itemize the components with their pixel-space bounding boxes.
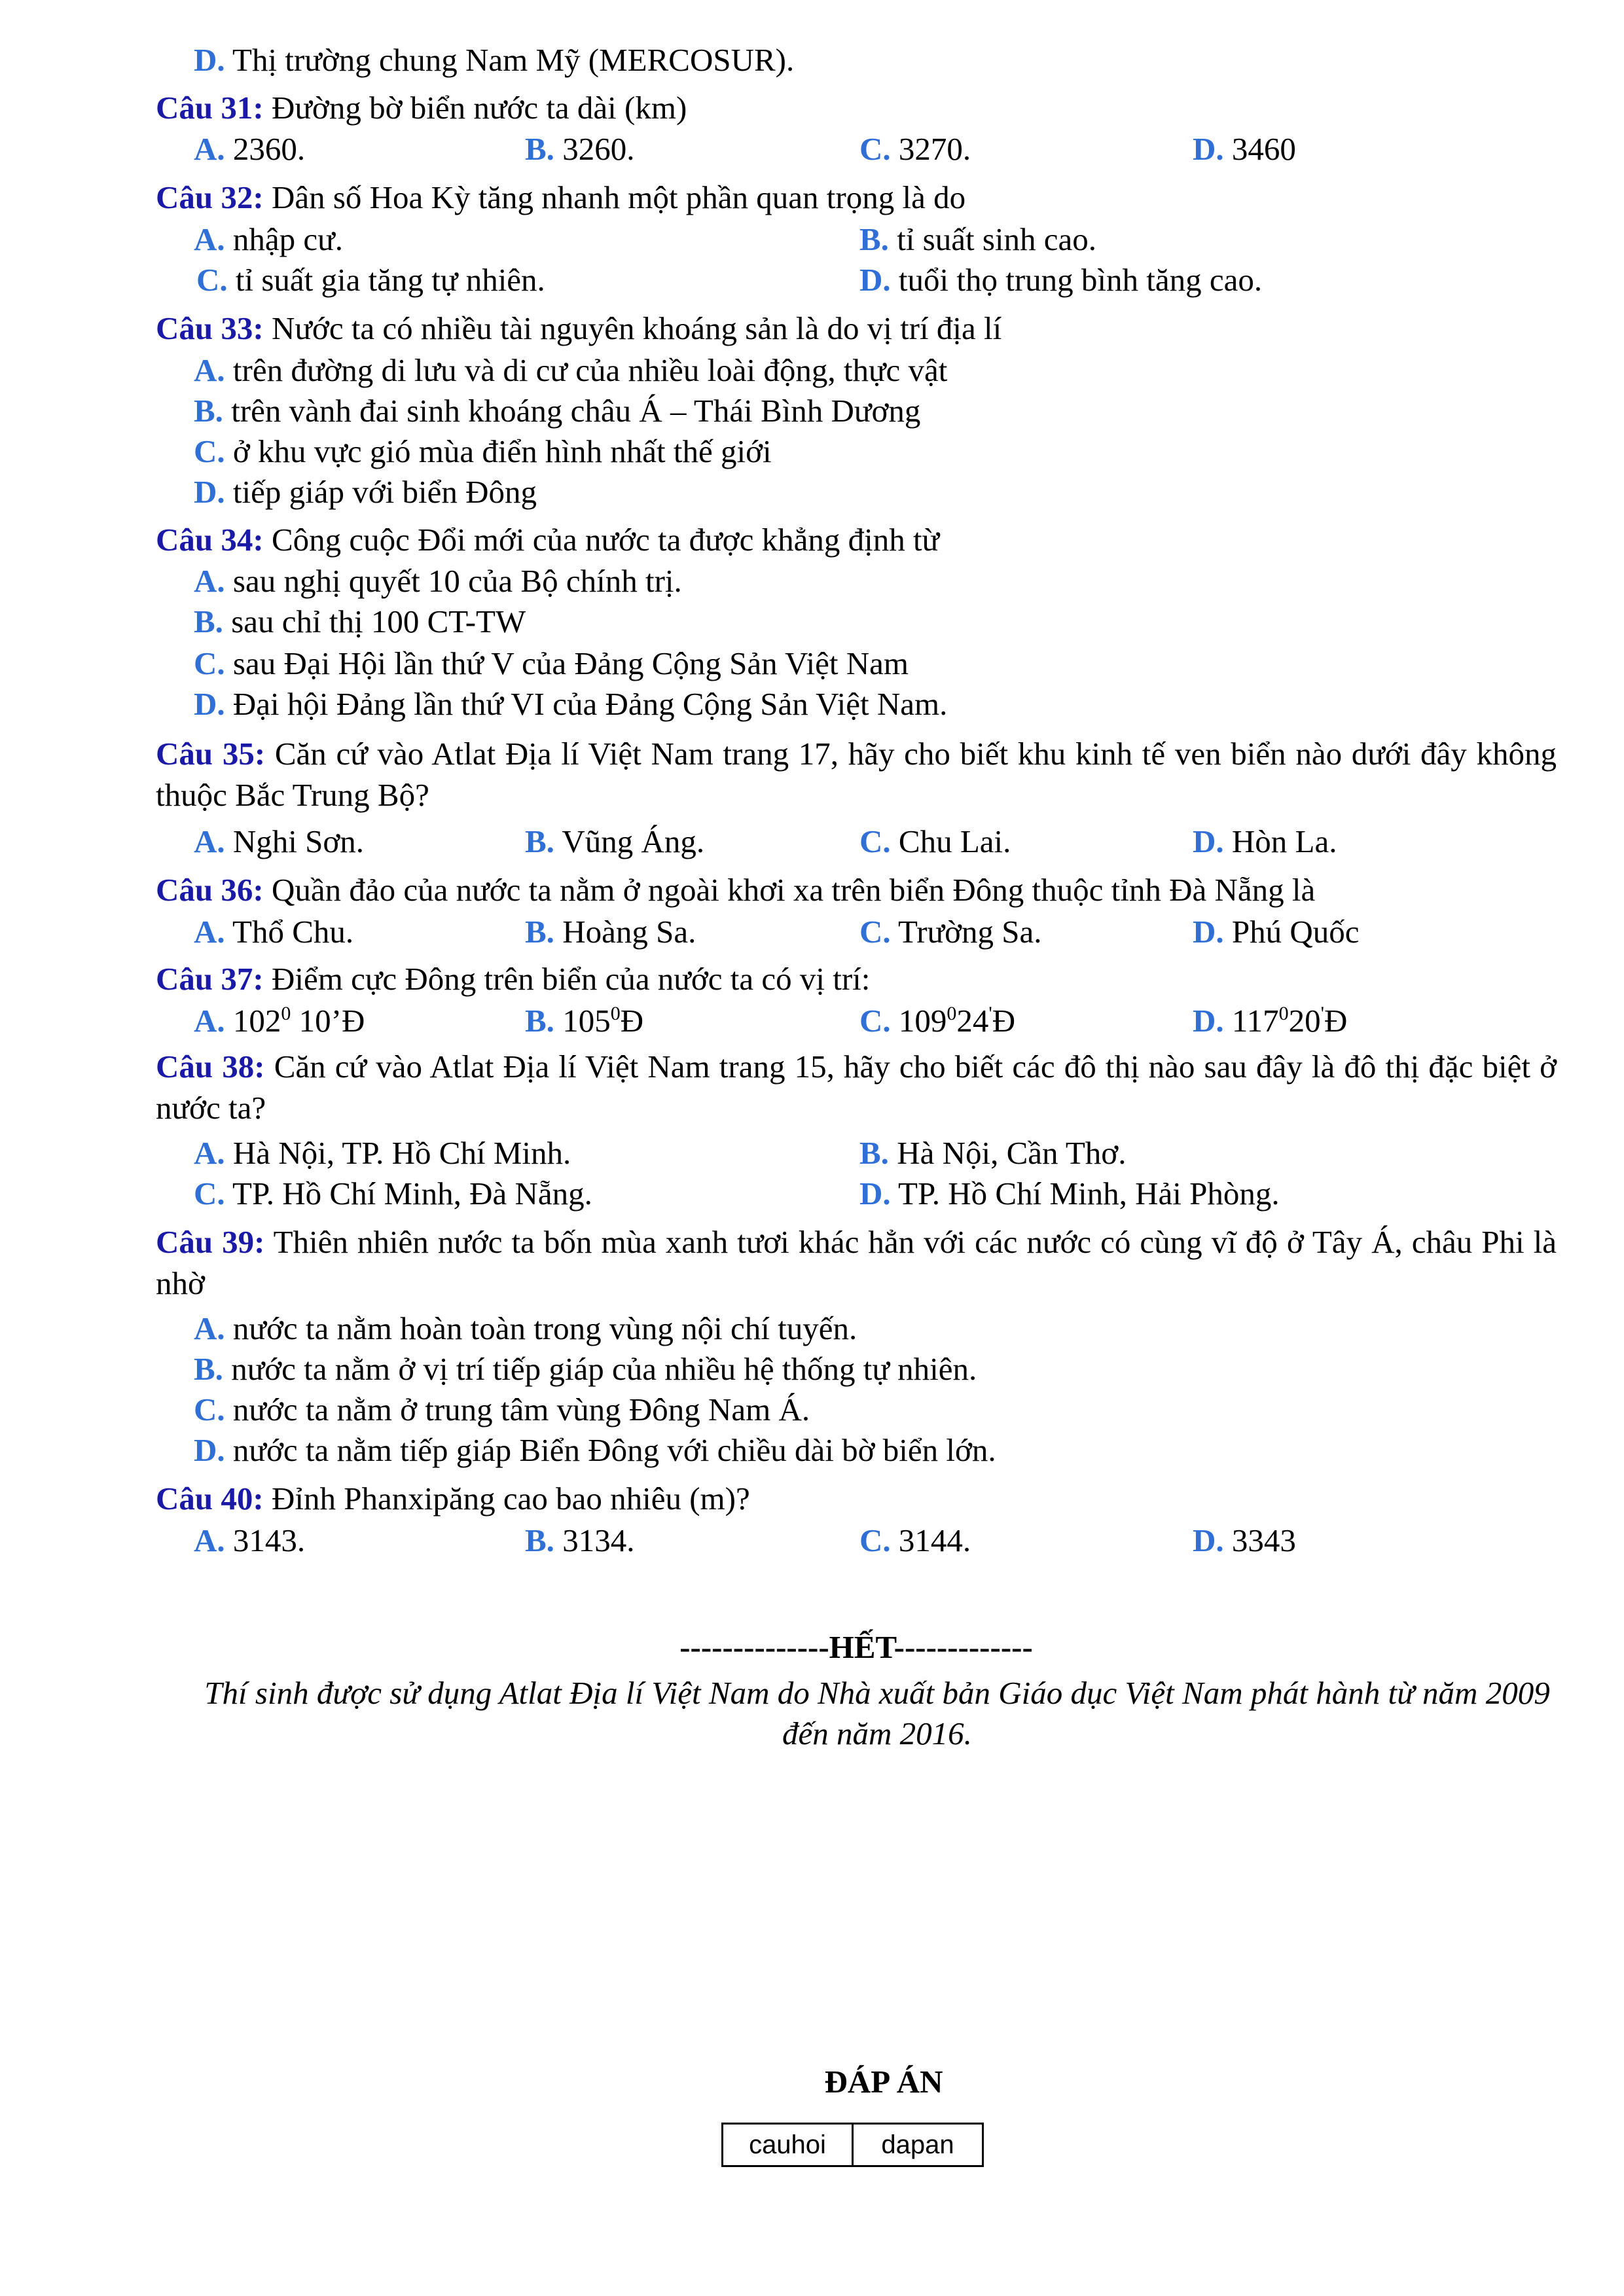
q40-option-c: C. 3144. [859, 1522, 971, 1558]
q37-option-a: A. $102^0$ 10’Đ [194, 1003, 365, 1039]
question-40: Câu 40: Đỉnh Phanxipăng cao bao nhiêu (m)? [156, 1480, 750, 1516]
answer-table-header-answer: dapan [853, 2124, 983, 2166]
q31-option-c: C. 3270. [859, 131, 971, 167]
q35-option-c: C. Chu Lai. [859, 823, 1011, 859]
question-37: Câu 37: Điểm cực Đông trên biển của nước ta có vị trí: [156, 961, 871, 997]
answer-table [721, 2123, 984, 2167]
question-33: Câu 33: Nước ta có nhiều tài nguyên khoáng sản là do vị trí địa lí [156, 310, 1002, 346]
question-35: Câu 35: Căn cứ vào Atlat Địa lí Việt Nam trang 17, hãy cho biết khu kinh tế ven biển nào dưới đây không thuộc Bắc Trung Bộ? [156, 736, 1557, 813]
answer-table-header-question: cauhoi [723, 2124, 853, 2166]
q38-option-d: D. TP. Hồ Chí Minh, Hải Phòng. [859, 1175, 1280, 1211]
q39-option-b: B. nước ta nằm ở vị trí tiếp giáp của nhiều hệ thống tự nhiên. [194, 1351, 977, 1387]
q37-option-d: D. $117^020'Đ$ [1193, 1003, 1348, 1039]
q33-option-a: A. trên đường di lưu và di cư của nhiều loài động, thực vật [194, 352, 948, 388]
end-marker: --------------HẾT------------- [679, 1629, 1033, 1665]
q32-option-c: C. tỉ suất gia tăng tự nhiên. [196, 262, 545, 298]
q38-option-b: B. Hà Nội, Cần Thơ. [859, 1135, 1127, 1171]
q32-option-b: B. tỉ suất sinh cao. [859, 221, 1097, 257]
q39-option-a: A. nước ta nằm hoàn toàn trong vùng nội chí tuyến. [194, 1310, 857, 1346]
q33-option-c: C. ở khu vực gió mùa điển hình nhất thế giới [194, 433, 772, 469]
q36-option-b: B. Hoàng Sa. [525, 914, 696, 950]
q35-option-b: B. Vũng Áng. [525, 823, 705, 859]
q32-option-a: A. nhập cư. [194, 221, 343, 257]
question-38: Câu 38: Căn cứ vào Atlat Địa lí Việt Nam trang 15, hãy cho biết các đô thị nào sau đây là đô thị đặc biệt ở nước ta? [156, 1049, 1557, 1126]
q34-option-d: D. Đại hội Đảng lần thứ VI của Đảng Cộng Sản Việt Nam. [194, 686, 948, 722]
q31-option-a: A. 2360. [194, 131, 306, 167]
q36-option-d: D. Phú Quốc [1193, 914, 1360, 950]
q39-option-d: D. nước ta nằm tiếp giáp Biển Đông với chiều dài bờ biển lớn. [194, 1432, 996, 1468]
q37-option-b: B. $105^0Đ$ [525, 1003, 644, 1039]
question-36: Câu 36: Quần đảo của nước ta nằm ở ngoài khơi xa trên biển Đông thuộc tỉnh Đà Nẵng là [156, 872, 1316, 908]
q39-option-c: C. nước ta nằm ở trung tâm vùng Đông Nam Á. [194, 1391, 810, 1427]
question-39: Câu 39: Thiên nhiên nước ta bốn mùa xanh tươi khác hẳn với các nước có cùng vĩ độ ở Tây Á, châu Phi là nhờ [156, 1224, 1557, 1301]
q38-option-a: A. Hà Nội, TP. Hồ Chí Minh. [194, 1135, 571, 1171]
q40-option-d: D. 3343 [1193, 1522, 1296, 1558]
q37-option-c: C. $109^024'Đ$ [859, 1003, 1016, 1039]
q40-option-b: B. 3134. [525, 1522, 635, 1558]
q36-option-c: C. Trường Sa. [859, 914, 1042, 950]
q33-option-d: D. tiếp giáp với biển Đông [194, 474, 537, 510]
option-d-q30: D. Thị trường chung Nam Mỹ (MERCOSUR). [194, 42, 795, 78]
q34-option-b: B. sau chỉ thị 100 CT-TW [194, 603, 526, 639]
q34-option-c: C. sau Đại Hội lần thứ V của Đảng Cộng Sản Việt Nam [194, 645, 909, 681]
question-31: Câu 31: Đường bờ biển nước ta dài (km) [156, 90, 687, 126]
q31-option-b: B. 3260. [525, 131, 635, 167]
atlas-note: Thí sinh được sử dụng Atlat Địa lí Việt Nam do Nhà xuất bản Giáo dục Việt Nam phát hành từ năm 2009 đến năm 2016. [204, 1675, 1550, 1751]
table-row [723, 2124, 983, 2166]
q35-option-d: D. Hòn La. [1193, 823, 1337, 859]
q35-option-a: A. Nghi Sơn. [194, 823, 365, 859]
q40-option-a: A. 3143. [194, 1522, 306, 1558]
q33-option-b: B. trên vành đai sinh khoáng châu Á – Thái Bình Dương [194, 393, 921, 429]
q36-option-a: A. Thổ Chu. [194, 914, 354, 950]
q32-option-d: D. tuổi thọ trung bình tăng cao. [859, 262, 1263, 298]
question-32: Câu 32: Dân số Hoa Kỳ tăng nhanh một phần quan trọng là do [156, 179, 966, 215]
q31-option-d: D. 3460 [1193, 131, 1296, 167]
q34-option-a: A. sau nghị quyết 10 của Bộ chính trị. [194, 563, 682, 599]
q38-option-c: C. TP. Hồ Chí Minh, Đà Nẵng. [194, 1175, 592, 1211]
answer-title: ĐÁP ÁN [824, 2064, 943, 2100]
question-34: Câu 34: Công cuộc Đổi mới của nước ta được khẳng định từ [156, 522, 940, 558]
